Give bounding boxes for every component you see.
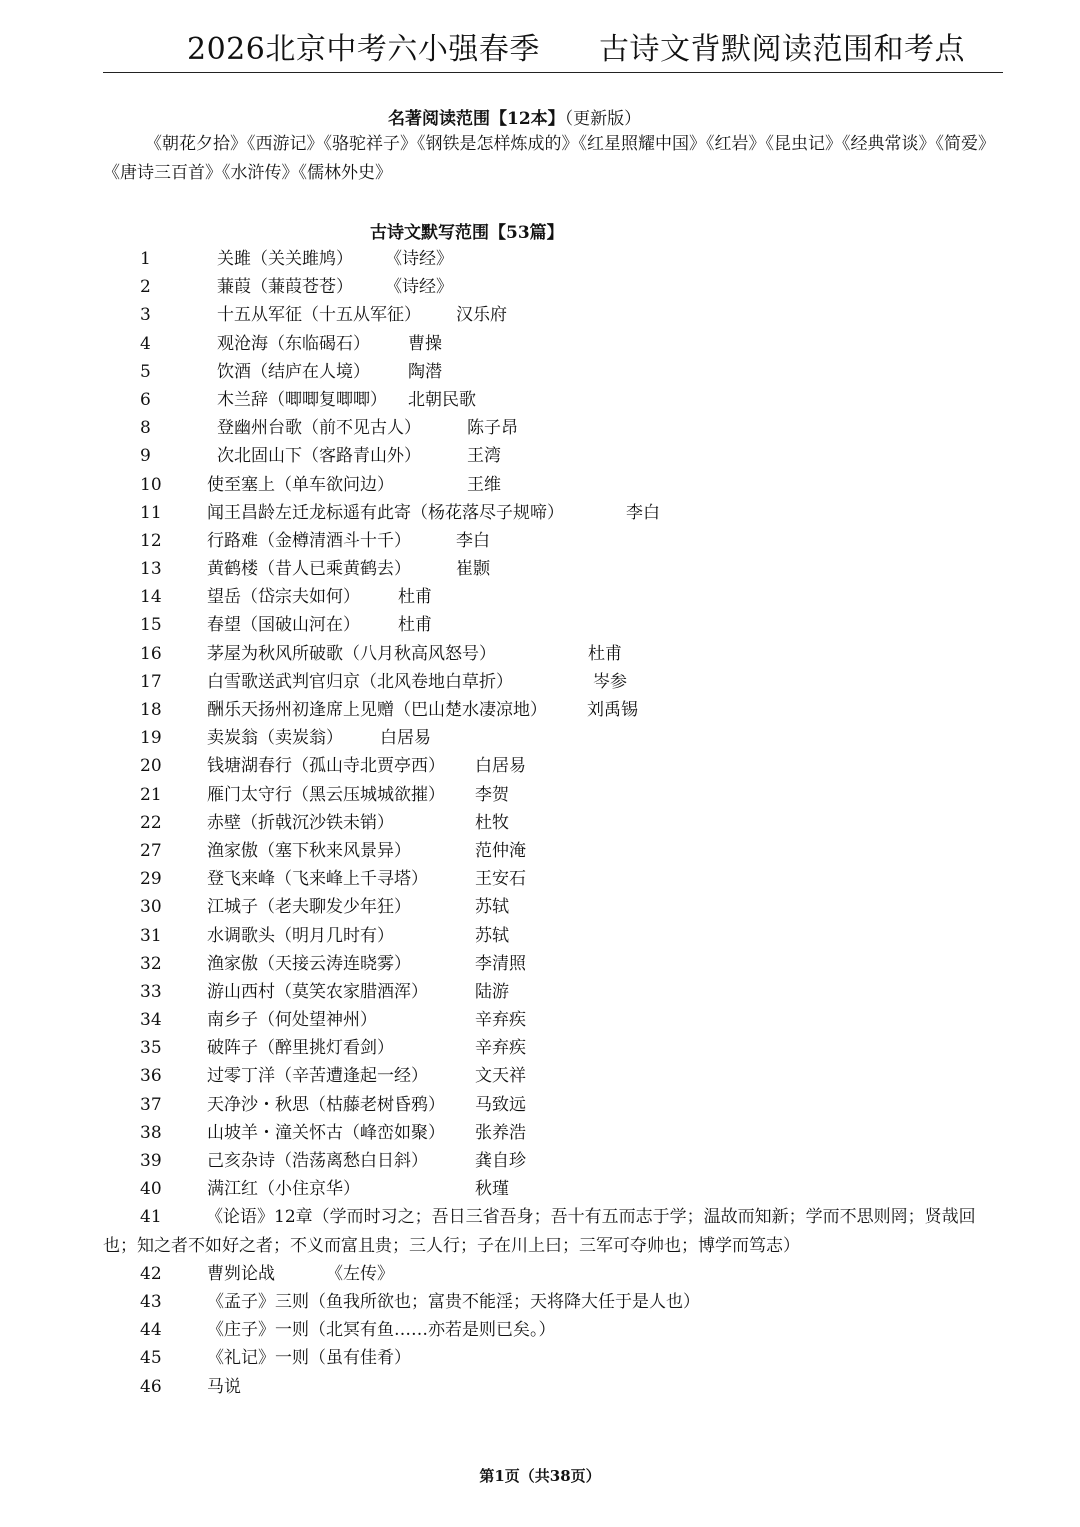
item-title: 次北固山下（客路青山外） xyxy=(217,446,421,467)
list-item xyxy=(0,724,1080,752)
item-author: 陈子昂 xyxy=(467,418,518,439)
item-number: 37 xyxy=(140,1094,162,1115)
item-title: 行路难（金樽清酒斗十千） xyxy=(207,530,411,551)
list-item xyxy=(0,414,1080,442)
reading-book-list: 《朝花夕拾》《西游记》《骆驼祥子》《钢铁是怎样炼成的》《红星照耀中国》《红岩》《昆虫记》《经典常谈》《简爱》《唐诗三百首》《水浒传》《儒林外史》 xyxy=(103,134,995,183)
item-title: 登幽州台歌（前不见古人） xyxy=(217,418,421,439)
item-title: 破阵子（醉里挑灯看剑） xyxy=(207,1038,394,1059)
item-author: 《诗经》 xyxy=(385,249,453,269)
item-title: 观沧海（东临碣石） xyxy=(217,333,370,354)
list-item xyxy=(0,386,1080,414)
list-item xyxy=(0,1147,1080,1175)
item-number: 5 xyxy=(140,361,151,382)
item-author: 李白 xyxy=(626,502,660,523)
item-number: 21 xyxy=(140,784,162,805)
item-author: 王安石 xyxy=(475,869,526,890)
item-number: 4 xyxy=(140,333,151,354)
item-title: 《庄子》一则（北冥有鱼……亦若是则已矣。） xyxy=(207,1320,556,1341)
item-number: 29 xyxy=(140,869,162,890)
item-author: 刘禹锡 xyxy=(587,700,638,720)
item-number: 3 xyxy=(140,305,151,326)
item-number: 22 xyxy=(140,812,162,833)
item-author: 陶潜 xyxy=(408,361,442,382)
item-author: 秋瑾 xyxy=(475,1179,509,1200)
list-item xyxy=(0,1260,1080,1288)
list-item xyxy=(0,471,1080,499)
item-author: 曹操 xyxy=(408,333,442,354)
item-title: 天净沙・秋思（枯藤老树昏鸦） xyxy=(207,1094,445,1115)
item-number: 2 xyxy=(140,277,151,298)
page-number: 第1页（共38页） xyxy=(479,1467,601,1485)
list-item xyxy=(0,273,1080,301)
item-number: 45 xyxy=(140,1348,162,1369)
item-title: 钱塘湖春行（孤山寺北贾亭西） xyxy=(207,756,445,777)
list-item xyxy=(0,978,1080,1006)
item-author: 龚自珍 xyxy=(475,1151,526,1171)
list-item xyxy=(0,1316,1080,1344)
list-item xyxy=(0,301,1080,329)
list-item xyxy=(0,640,1080,668)
item-author: 范仲淹 xyxy=(475,840,526,861)
item-title: 江城子（老夫聊发少年狂） xyxy=(207,897,411,918)
item-title: 黄鹤楼（昔人已乘黄鹤去） xyxy=(207,559,411,580)
item-title: 卖炭翁（卖炭翁） xyxy=(207,728,343,749)
item-author: 杜甫 xyxy=(588,643,622,664)
list-item xyxy=(0,358,1080,386)
item-text: 《论语》12章（学而时习之；吾日三省吾身；吾十有五而志于学；温故而知新；学而不思则罔；贤哉回也；知之者不如好之者；不义而富且贵；三人行；子在川上曰；三军可夺帅也；博学而笃志） xyxy=(103,1207,976,1256)
list-item xyxy=(0,1175,1080,1203)
item-author: 岑参 xyxy=(593,671,627,692)
item-number: 19 xyxy=(140,728,162,749)
item-number: 27 xyxy=(140,840,162,861)
item-author: 辛弃疾 xyxy=(475,1010,526,1031)
list-item xyxy=(0,865,1080,893)
item-title: 满江红（小住京华） xyxy=(207,1179,360,1200)
reading-heading xyxy=(388,104,641,129)
item-title: 水调歌头（明月几时有） xyxy=(207,925,394,946)
item-author: 杜甫 xyxy=(398,615,432,636)
list-item xyxy=(0,950,1080,978)
item-title: 渔家傲（天接云涛连晓雾） xyxy=(207,953,411,974)
item-title: 望岳（岱宗夫如何） xyxy=(207,587,360,608)
item-title: 登飞来峰（飞来峰上千寻塔） xyxy=(207,869,428,890)
item-number: 13 xyxy=(140,559,162,580)
item-number: 46 xyxy=(140,1376,162,1397)
item-title: 酬乐天扬州初逢席上见赠（巴山楚水凄凉地） xyxy=(207,700,547,720)
item-number: 14 xyxy=(140,587,162,608)
item-number: 8 xyxy=(140,418,151,439)
item-number: 42 xyxy=(140,1263,162,1284)
list-item xyxy=(0,1203,1080,1259)
item-author: 《诗经》 xyxy=(385,277,453,298)
item-title: 《礼记》一则（虽有佳肴） xyxy=(207,1348,411,1369)
item-title: 闻王昌龄左迁龙标遥有此寄（杨花落尽子规啼） xyxy=(207,502,564,523)
item-number: 40 xyxy=(140,1179,162,1200)
list-item xyxy=(0,696,1080,724)
item-title: 木兰辞（唧唧复唧唧） xyxy=(217,389,387,410)
item-title: 山坡羊・潼关怀古（峰峦如聚） xyxy=(207,1122,445,1143)
item-author: 马致远 xyxy=(475,1094,526,1115)
item-author: 文天祥 xyxy=(475,1066,526,1087)
document-subtitle: 古诗文背默阅读范围和考点 xyxy=(599,32,965,67)
item-author: 李白 xyxy=(456,530,490,551)
list-item xyxy=(0,893,1080,921)
item-number: 31 xyxy=(140,925,162,946)
list-item xyxy=(0,781,1080,809)
item-number: 34 xyxy=(140,1010,162,1031)
item-number: 33 xyxy=(140,981,162,1002)
document-title: 2026北京中考六小强春季 xyxy=(187,32,540,67)
item-author: 张养浩 xyxy=(475,1122,526,1143)
item-number: 16 xyxy=(140,643,162,664)
item-author: 北朝民歌 xyxy=(408,389,476,410)
list-item xyxy=(0,1373,1080,1401)
list-item xyxy=(0,668,1080,696)
item-author: 李清照 xyxy=(475,953,526,974)
item-number: 6 xyxy=(140,389,151,410)
item-number: 11 xyxy=(140,502,162,523)
item-title: 渔家傲（塞下秋来风景异） xyxy=(207,840,411,861)
item-author: 陆游 xyxy=(475,981,509,1002)
item-author: 李贺 xyxy=(475,784,509,805)
item-title: 饮酒（结庐在人境） xyxy=(217,361,370,382)
item-number: 10 xyxy=(140,474,162,495)
list-item xyxy=(0,1344,1080,1372)
item-title: 过零丁洋（辛苦遭逢起一经） xyxy=(207,1066,428,1087)
item-title: 南乡子（何处望神州） xyxy=(207,1010,377,1031)
item-number: 30 xyxy=(140,897,162,918)
list-item xyxy=(0,583,1080,611)
item-title: 雁门太守行（黑云压城城欲摧） xyxy=(207,784,445,805)
recital-heading: 古诗文默写范围【53篇】 xyxy=(370,223,564,243)
list-item xyxy=(0,1062,1080,1090)
list-item xyxy=(0,1119,1080,1147)
item-title: 游山西村（莫笑农家腊酒浑） xyxy=(207,981,428,1002)
list-item xyxy=(0,1288,1080,1316)
list-item xyxy=(0,809,1080,837)
item-number: 36 xyxy=(140,1066,162,1087)
list-item xyxy=(0,1034,1080,1062)
item-author: 王维 xyxy=(467,474,501,495)
list-item xyxy=(0,442,1080,470)
item-author: 崔颢 xyxy=(456,559,490,580)
item-author: 辛弃疾 xyxy=(475,1038,526,1059)
item-author: 王湾 xyxy=(467,446,501,467)
item-number: 35 xyxy=(140,1038,162,1059)
item-title: 曹刿论战 xyxy=(207,1263,275,1284)
reading-heading-text: 名著阅读范围【12本】 xyxy=(388,109,565,129)
item-author: 杜甫 xyxy=(398,587,432,608)
list-item xyxy=(0,527,1080,555)
item-author: 苏轼 xyxy=(475,897,509,918)
item-title: 春望（国破山河在） xyxy=(207,615,360,636)
item-number: 32 xyxy=(140,953,162,974)
page-header xyxy=(103,22,1003,73)
item-title: 《孟子》三则（鱼我所欲也；富贵不能淫；天将降大任于是人也） xyxy=(207,1291,700,1312)
item-number: 41 xyxy=(140,1207,162,1228)
item-title: 关雎（关关雎鸠） xyxy=(217,249,353,269)
list-item xyxy=(0,752,1080,780)
item-title: 蒹葭（蒹葭苍苍） xyxy=(217,277,353,298)
item-title: 马说 xyxy=(207,1376,241,1397)
item-title: 使至塞上（单车欲问边） xyxy=(207,474,394,495)
item-author: 苏轼 xyxy=(475,925,509,946)
list-item xyxy=(0,922,1080,950)
list-item xyxy=(0,499,1080,527)
item-title: 白雪歌送武判官归京（北风卷地白草折） xyxy=(207,671,513,692)
item-number: 1 xyxy=(140,249,151,269)
recital-list xyxy=(0,245,1080,1401)
item-number: 20 xyxy=(140,756,162,777)
item-title: 己亥杂诗（浩荡离愁白日斜） xyxy=(207,1151,428,1171)
item-number: 44 xyxy=(140,1320,162,1341)
item-number: 38 xyxy=(140,1122,162,1143)
item-author: 白居易 xyxy=(380,728,431,749)
list-item xyxy=(0,1006,1080,1034)
item-number: 12 xyxy=(140,530,162,551)
item-title: 十五从军征（十五从军征） xyxy=(217,305,421,326)
item-number: 15 xyxy=(140,615,162,636)
list-item xyxy=(0,555,1080,583)
item-number: 17 xyxy=(140,671,162,692)
list-item xyxy=(0,611,1080,639)
item-number: 43 xyxy=(140,1291,162,1312)
item-number: 9 xyxy=(140,446,151,467)
item-author: 汉乐府 xyxy=(456,305,507,326)
item-author: 《左传》 xyxy=(326,1263,394,1284)
reading-heading-note: （更新版） xyxy=(564,109,642,129)
item-number: 39 xyxy=(140,1151,162,1171)
list-item xyxy=(0,837,1080,865)
list-item xyxy=(0,330,1080,358)
item-title: 赤壁（折戟沉沙铁未销） xyxy=(207,812,394,833)
item-author: 白居易 xyxy=(475,756,526,777)
list-item xyxy=(0,245,1080,273)
list-item xyxy=(0,1091,1080,1119)
item-title: 茅屋为秋风所破歌（八月秋高风怒号） xyxy=(207,643,496,664)
item-number: 18 xyxy=(140,700,162,720)
item-author: 杜牧 xyxy=(475,812,509,833)
